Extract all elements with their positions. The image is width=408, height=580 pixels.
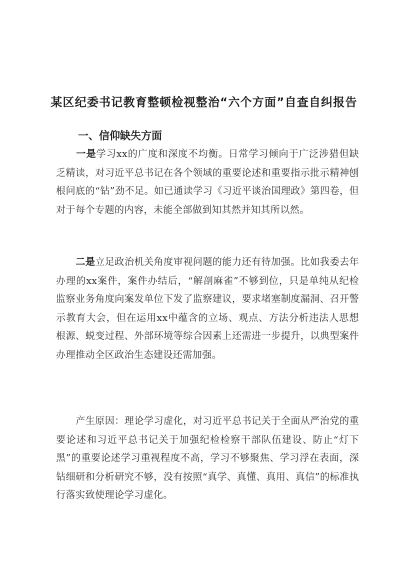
paragraph-1 (56, 146, 359, 220)
paragraph-3-text: 产生原因：理论学习虚化，对习近平总书记关于全面从严治党的重要论述和习近平总书记关于加强纪检检察干部队伍建设、防止“灯下黑”的重要论述学习重视程度不高，学习不够聚焦、学习浮在表面，深钻细研和分析研究不够，没有按照“真学、真懂、真用、真信”的标准执行落实致使理论学习虚化。 (56, 416, 359, 502)
document-title: 某区纪委书记教育整顿检视整治“六个方面”自查自纠报告 (50, 95, 358, 109)
paragraph-3 (56, 413, 359, 506)
paragraph-1-lead: 一是 (76, 149, 97, 160)
paragraph-2 (56, 254, 359, 366)
paragraph-2-lead: 二是 (75, 257, 96, 268)
section-heading: 一、信仰缺失方面 (78, 130, 162, 142)
paragraph-1-text: 学习xx的广度和深度不均衡。日常学习倾向于广泛涉猎但缺乏精读，对习近平总书记在各个领域的重要论述和重要指示批示精神刨根问底的“钻”劲不足。如已通读学习《习近平谈治国理政》第四卷，但对于每个专题的内容，未能全部做到知其然并知其所以然。 (56, 149, 359, 216)
paragraph-2-text: 立足政治机关角度审视问题的能力还有待加强。比如我委去年办理的xx案件，案件办结后，“解剖麻雀”不够到位，只是单纯从纪检监察业务角度向案发单位下发了监察建议，要求堵塞制度漏洞、召开警示教育大会，但在运用xx中蕴含的立场、观点、方法分析违法人思想根源、蜕变过程、外部环境等综合因素上还需进一步提升，以典型案件办理推动全区政治生态建设还需加强。 (56, 257, 359, 361)
